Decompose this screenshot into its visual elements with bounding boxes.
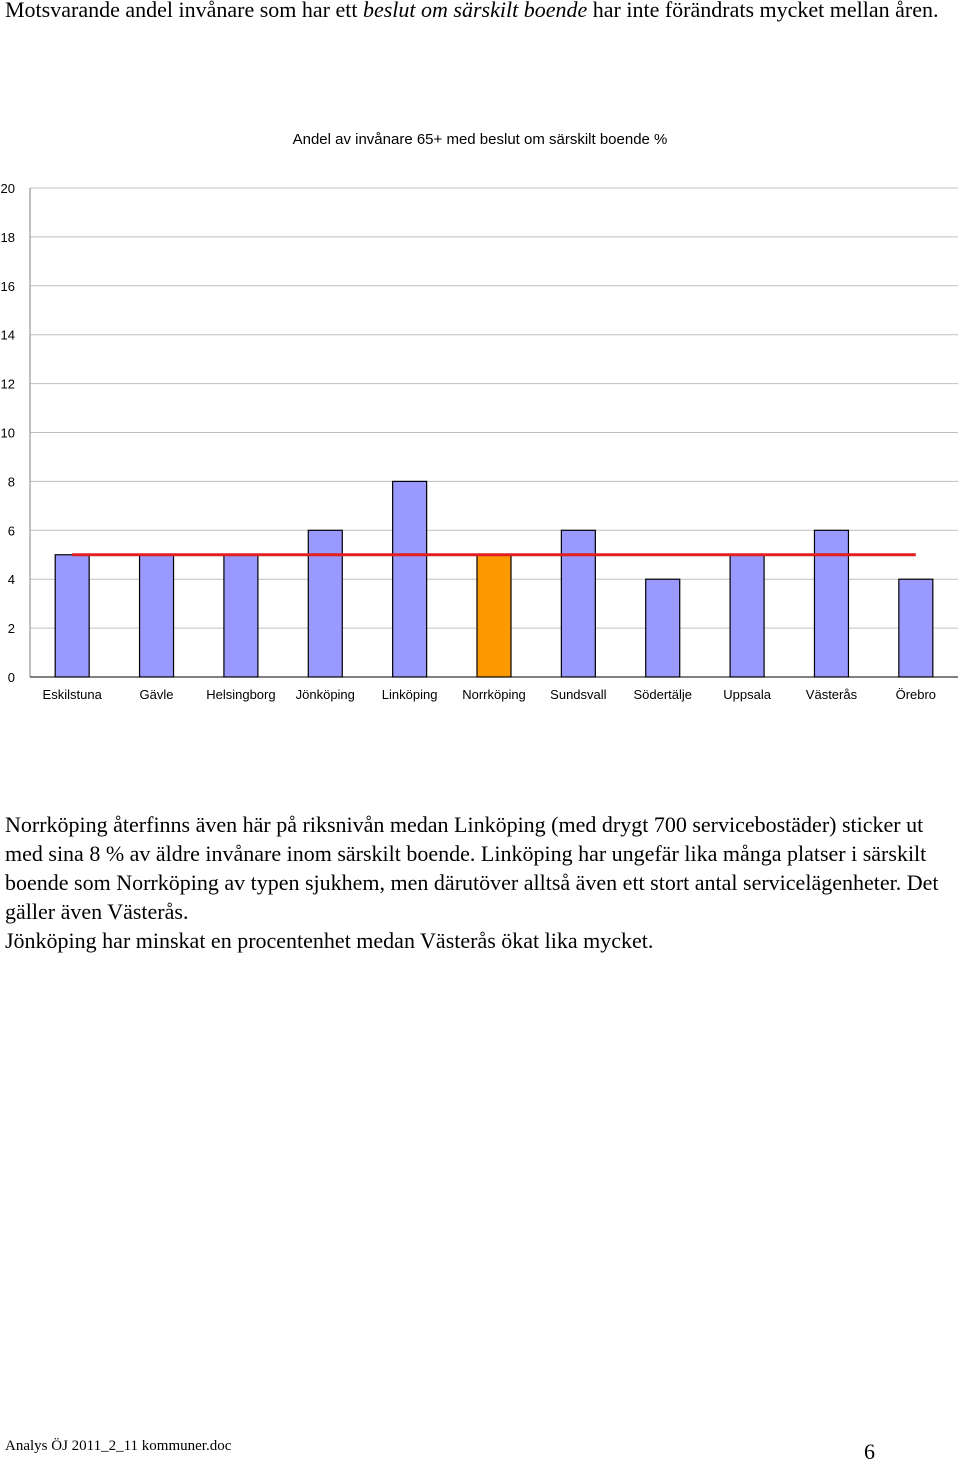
bar (55, 555, 89, 677)
bar (561, 530, 595, 677)
bar (393, 481, 427, 677)
x-tick-label: Södertälje (633, 687, 693, 702)
y-tick-label: 18 (0, 229, 15, 245)
body-paragraph: Norrköping återfinns även här på riksnivån medan Linköping (med drygt 700 servicebostäder) sticker ut med sina 8 % av äldre invånare inom särskilt boende. Linköping har ungefär lika många platser i särskilt boende som Norrköping av typen sjukhem, men därutöver alltså även ett stort antal servicelägenheter. Det gäller även Västerås. (5, 812, 939, 924)
y-tick-label: 6 (7, 523, 15, 539)
x-tick-label: Uppsala (723, 687, 771, 702)
x-tick-label: Linköping (381, 687, 438, 702)
bar (899, 579, 933, 677)
x-tick-label: Norrköping (462, 687, 526, 702)
y-tick-label: 8 (7, 474, 15, 490)
chart-title: Andel av invånare 65+ med beslut om särskilt boende % (292, 131, 668, 148)
chart-svg (0, 120, 960, 720)
body-paragraph-2: Jönköping har minskat en procentenhet medan Västerås ökat lika mycket. (5, 928, 654, 953)
x-tick-label: Sundsvall (550, 687, 607, 702)
bar (646, 579, 680, 677)
footer-filename: Analys ÖJ 2011_2_11 kommuner.doc (5, 1438, 232, 1454)
y-tick-label: 16 (0, 278, 15, 294)
bar (140, 555, 174, 677)
bar (308, 530, 342, 677)
y-tick-label: 4 (7, 572, 15, 588)
bar (730, 555, 764, 677)
y-tick-label: 12 (0, 376, 15, 392)
y-tick-label: 14 (0, 327, 15, 343)
x-tick-label: Västerås (805, 687, 858, 702)
bar-chart (0, 120, 960, 720)
intro-text-start: Motsvarande andel invånare som har ett (5, 0, 363, 22)
x-tick-label: Jönköping (295, 687, 355, 702)
bar (477, 555, 511, 677)
x-tick-label: Örebro (895, 687, 937, 702)
bar (224, 555, 258, 677)
x-tick-label: Helsingborg (206, 687, 276, 702)
page-number: 6 (864, 1439, 875, 1464)
y-tick-label: 20 (0, 181, 15, 196)
body-text-block (5, 810, 955, 955)
y-tick-label: 2 (7, 621, 15, 637)
x-tick-label: Eskilstuna (42, 687, 102, 702)
x-tick-label: Gävle (139, 687, 174, 702)
y-tick-label: 10 (0, 425, 15, 441)
bar (814, 530, 848, 677)
y-tick-label: 0 (7, 670, 15, 685)
intro-paragraph (5, 0, 945, 24)
intro-emphasis: beslut om särskilt boende (362, 0, 588, 22)
intro-text-end: har inte förändrats mycket mellan åren. (587, 0, 939, 22)
